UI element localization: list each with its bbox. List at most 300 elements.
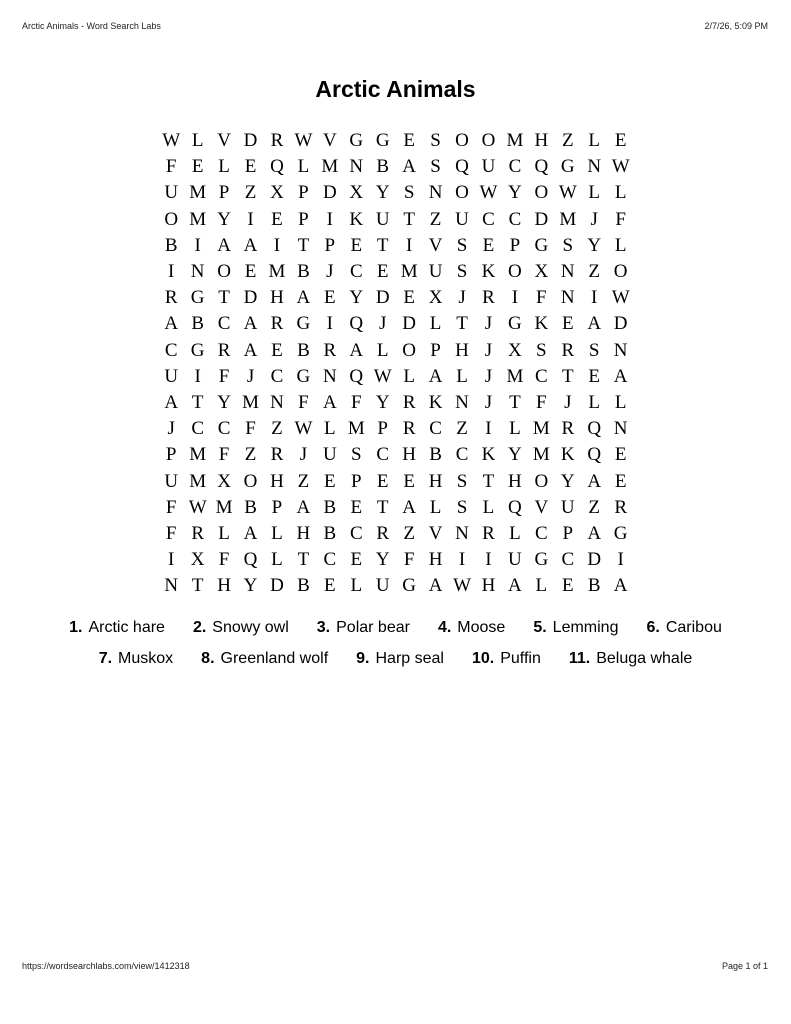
grid-letter: W	[611, 287, 630, 309]
grid-letter: A	[587, 470, 602, 492]
grid-letter: L	[588, 130, 601, 152]
grid-letter: A	[402, 496, 417, 518]
grid-letter: L	[535, 575, 548, 597]
grid-letter: O	[534, 470, 549, 492]
grid-letter: L	[456, 365, 468, 387]
grid-letter: L	[350, 575, 363, 597]
grid-letter: A	[322, 391, 337, 413]
grid-letter: Z	[561, 130, 574, 152]
grid-letter: A	[428, 365, 443, 387]
grid-letter: L	[191, 130, 204, 152]
grid-letter: Q	[508, 496, 522, 518]
word-number: 2.	[192, 619, 207, 636]
grid-letter: G	[402, 575, 417, 597]
grid-letter: Q	[534, 156, 549, 178]
word-list-item	[646, 619, 721, 637]
word-text: Muskox	[118, 650, 174, 667]
word-list-item	[356, 650, 444, 668]
grid-letter: I	[273, 234, 281, 256]
print-footer-url: https://wordsearchlabs.com/view/1412318	[22, 961, 190, 971]
grid-letter: B	[297, 339, 310, 361]
grid-letter: S	[456, 470, 468, 492]
grid-letter: N	[613, 418, 628, 440]
grid-letter: E	[376, 470, 389, 492]
grid-letter: X	[349, 182, 364, 204]
grid-letter: H	[428, 549, 443, 571]
grid-letter: J	[484, 391, 493, 413]
grid-row	[158, 285, 634, 311]
grid-letter: E	[614, 470, 627, 492]
grid-letter: C	[349, 261, 363, 283]
grid-letter: L	[482, 496, 495, 518]
grid-letter: Q	[243, 549, 258, 571]
grid-letter: P	[298, 208, 309, 230]
grid-letter: K	[481, 444, 496, 466]
word-text: Puffin	[500, 650, 541, 667]
grid-letter: O	[534, 182, 549, 204]
grid-letter: I	[194, 234, 201, 256]
grid-letter: P	[165, 444, 177, 466]
word-number: 5.	[533, 619, 547, 636]
grid-letter: Y	[349, 287, 364, 309]
grid-letter: U	[322, 444, 337, 466]
grid-letter: A	[402, 156, 417, 178]
grid-letter: O	[164, 208, 179, 230]
grid-letter: E	[191, 156, 204, 178]
grid-letter: Z	[244, 182, 257, 204]
grid-letter: W	[453, 575, 471, 597]
grid-letter: U	[164, 182, 179, 204]
grid-letter: J	[590, 208, 598, 230]
grid-letter: P	[430, 339, 441, 361]
grid-row	[158, 390, 634, 416]
grid-letter: M	[321, 156, 339, 178]
grid-letter: E	[324, 575, 336, 597]
grid-letter: C	[455, 444, 469, 466]
grid-letter: R	[614, 496, 627, 518]
grid-letter: N	[349, 156, 364, 178]
grid-letter: E	[403, 470, 415, 492]
grid-letter: B	[297, 575, 310, 597]
word-list-item	[193, 619, 289, 637]
grid-letter: M	[268, 261, 286, 283]
grid-letter: O	[508, 261, 522, 283]
grid-letter: K	[481, 261, 496, 283]
word-text: Snowy owl	[212, 619, 289, 636]
grid-letter: O	[481, 130, 496, 152]
grid-letter: D	[270, 575, 284, 597]
grid-letter: F	[536, 287, 547, 309]
grid-letter: G	[613, 522, 628, 544]
grid-letter: I	[326, 208, 333, 230]
grid-letter: S	[430, 156, 441, 178]
word-number: 8.	[201, 650, 215, 667]
grid-letter: L	[509, 418, 521, 440]
grid-letter: H	[428, 470, 443, 492]
grid-letter: R	[323, 339, 337, 361]
grid-letter: M	[559, 208, 577, 230]
grid-letter: B	[323, 522, 337, 544]
word-list-item	[317, 619, 410, 637]
grid-letter: G	[296, 365, 311, 387]
grid-letter: T	[376, 234, 389, 256]
grid-letter: N	[270, 391, 284, 413]
grid-letter: H	[217, 575, 231, 597]
grid-letter: J	[167, 418, 175, 440]
word-list-item	[201, 650, 328, 668]
word-text: Polar bear	[336, 619, 410, 636]
grid-letter: L	[614, 391, 627, 413]
grid-letter: N	[560, 287, 575, 309]
grid-letter: Z	[403, 522, 415, 544]
grid-letter: N	[455, 391, 469, 413]
grid-letter: I	[194, 365, 201, 387]
grid-letter: J	[458, 287, 466, 309]
grid-letter: G	[534, 549, 549, 571]
grid-letter: G	[296, 313, 311, 335]
grid-letter: H	[402, 444, 417, 466]
grid-letter: E	[561, 313, 574, 335]
grid-letter: F	[218, 549, 230, 571]
grid-letter: A	[349, 339, 364, 361]
grid-letter: I	[511, 287, 519, 309]
grid-letter: F	[165, 156, 177, 178]
grid-row	[158, 180, 634, 206]
word-text: Beluga whale	[596, 650, 693, 667]
grid-letter: N	[164, 575, 179, 597]
grid-letter: C	[376, 444, 390, 466]
grid-letter: C	[561, 549, 575, 571]
grid-letter: M	[189, 470, 207, 492]
grid-letter: J	[299, 444, 308, 466]
word-number: 1.	[69, 619, 83, 636]
grid-letter: X	[190, 549, 205, 571]
grid-letter: N	[587, 156, 602, 178]
grid-letter: R	[217, 339, 231, 361]
grid-letter: C	[323, 549, 337, 571]
grid-letter: V	[217, 130, 231, 152]
grid-letter: A	[243, 522, 258, 544]
word-text: Greenland wolf	[220, 650, 329, 667]
word-number: 4.	[437, 619, 452, 636]
grid-row	[158, 521, 634, 547]
grid-letter: Q	[270, 156, 284, 178]
grid-row	[158, 128, 634, 154]
grid-letter: Y	[375, 549, 390, 571]
grid-letter: S	[456, 496, 468, 518]
grid-letter: N	[190, 261, 205, 283]
grid-letter: W	[188, 496, 207, 518]
grid-letter: A	[613, 365, 628, 387]
grid-letter: P	[377, 418, 388, 440]
grid-letter: M	[506, 365, 524, 387]
grid-letter: L	[271, 522, 283, 544]
grid-letter: J	[484, 339, 493, 361]
grid-letter: X	[508, 339, 522, 361]
grid-letter: O	[402, 339, 417, 361]
grid-letter: T	[482, 470, 495, 492]
grid-letter: A	[243, 234, 258, 256]
grid-letter: F	[298, 391, 309, 413]
grid-letter: A	[508, 575, 522, 597]
grid-letter: L	[271, 549, 283, 571]
grid-letter: V	[322, 130, 337, 152]
grid-letter: G	[534, 234, 549, 256]
grid-letter: M	[532, 444, 550, 466]
grid-letter: W	[373, 365, 392, 387]
grid-letter: J	[564, 391, 572, 413]
grid-row	[158, 547, 634, 573]
grid-letter: N	[455, 522, 469, 544]
grid-letter: L	[218, 522, 230, 544]
grid-letter: C	[191, 418, 204, 440]
word-text: Arctic hare	[88, 619, 165, 636]
grid-letter: Y	[217, 208, 231, 230]
grid-letter: O	[613, 261, 628, 283]
grid-letter: R	[164, 287, 178, 309]
word-list-item	[99, 650, 173, 668]
grid-letter: J	[484, 313, 493, 335]
grid-letter: Q	[349, 365, 364, 387]
word-number: 11.	[568, 650, 591, 667]
grid-letter: T	[297, 549, 310, 571]
grid-letter: S	[430, 130, 441, 152]
grid-letter: C	[429, 418, 442, 440]
grid-letter: Y	[375, 182, 390, 204]
grid-row	[158, 364, 634, 390]
grid-letter: M	[215, 496, 233, 518]
word-text: Caribou	[665, 619, 722, 636]
grid-letter: H	[534, 130, 549, 152]
grid-letter: A	[164, 391, 179, 413]
grid-letter: E	[350, 234, 363, 256]
grid-letter: L	[588, 391, 601, 413]
grid-letter: W	[162, 130, 181, 152]
grid-letter: M	[189, 182, 207, 204]
grid-letter: A	[428, 575, 443, 597]
grid-letter: F	[218, 365, 230, 387]
grid-letter: F	[165, 522, 177, 544]
grid-letter: B	[323, 496, 337, 518]
grid-letter: U	[508, 549, 522, 571]
grid-letter: S	[350, 444, 362, 466]
grid-letter: E	[244, 156, 257, 178]
grid-letter: I	[168, 549, 175, 571]
grid-letter: M	[189, 208, 207, 230]
letter-grid	[158, 128, 634, 599]
grid-letter: P	[298, 182, 309, 204]
grid-row	[158, 311, 634, 337]
grid-letter: M	[532, 418, 550, 440]
print-header-page-title: Arctic Animals - Word Search Labs	[22, 21, 161, 31]
grid-letter: U	[560, 496, 575, 518]
grid-letter: R	[561, 418, 575, 440]
grid-letter: V	[428, 234, 443, 256]
grid-letter: R	[376, 522, 390, 544]
grid-letter: U	[455, 208, 469, 230]
grid-letter: C	[482, 208, 495, 230]
grid-row	[158, 495, 634, 521]
grid-letter: L	[429, 496, 442, 518]
grid-letter: K	[534, 313, 549, 335]
grid-letter: L	[297, 156, 310, 178]
grid-letter: U	[375, 575, 390, 597]
grid-letter: E	[271, 208, 283, 230]
grid-letter: R	[561, 339, 575, 361]
grid-letter: Z	[588, 261, 601, 283]
grid-letter: I	[591, 287, 598, 309]
grid-letter: R	[270, 313, 284, 335]
grid-letter: Q	[587, 444, 602, 466]
grid-letter: E	[614, 130, 627, 152]
grid-letter: X	[270, 182, 284, 204]
grid-letter: F	[245, 418, 256, 440]
grid-letter: G	[190, 339, 205, 361]
grid-letter: L	[614, 182, 627, 204]
grid-letter: Q	[587, 418, 602, 440]
puzzle-title: Arctic Animals	[315, 76, 476, 102]
grid-letter: T	[191, 575, 204, 597]
word-list	[0, 619, 791, 668]
word-text: Harp seal	[375, 650, 444, 667]
grid-letter: U	[164, 365, 179, 387]
grid-letter: S	[456, 261, 468, 283]
grid-letter: U	[375, 208, 390, 230]
grid-letter: T	[191, 391, 204, 413]
grid-letter: S	[588, 339, 600, 361]
grid-letter: Y	[587, 234, 602, 256]
word-list-item	[533, 619, 618, 637]
grid-letter: F	[403, 549, 415, 571]
grid-letter: D	[322, 182, 337, 204]
grid-letter: Y	[508, 444, 522, 466]
grid-letter: S	[562, 234, 574, 256]
grid-letter: E	[324, 287, 336, 309]
grid-letter: E	[482, 234, 495, 256]
grid-letter: U	[428, 261, 443, 283]
grid-letter: A	[296, 496, 311, 518]
grid-letter: N	[560, 261, 575, 283]
grid-letter: S	[403, 182, 415, 204]
grid-letter: A	[217, 234, 231, 256]
grid-letter: S	[536, 339, 547, 361]
grid-row	[158, 233, 634, 259]
grid-letter: L	[376, 339, 389, 361]
grid-letter: M	[347, 418, 365, 440]
grid-letter: A	[613, 575, 628, 597]
grid-letter: T	[376, 496, 389, 518]
grid-letter: I	[485, 418, 492, 440]
grid-letter: I	[168, 261, 175, 283]
grid-letter: G	[508, 313, 522, 335]
grid-letter: D	[613, 313, 628, 335]
grid-letter: B	[429, 444, 442, 466]
grid-letter: C	[164, 339, 178, 361]
grid-letter: C	[508, 208, 522, 230]
grid-letter: L	[218, 156, 230, 178]
grid-letter: Y	[243, 575, 258, 597]
grid-letter: I	[247, 208, 254, 230]
grid-letter: K	[349, 208, 364, 230]
grid-letter: W	[558, 182, 577, 204]
grid-letter: K	[428, 391, 443, 413]
grid-letter: C	[535, 365, 548, 387]
grid-letter: O	[455, 182, 469, 204]
grid-letter: F	[165, 496, 177, 518]
grid-letter: F	[350, 391, 362, 413]
grid-letter: H	[508, 470, 522, 492]
grid-row	[158, 207, 634, 233]
grid-letter: T	[403, 208, 415, 230]
grid-letter: F	[615, 208, 626, 230]
grid-letter: J	[326, 261, 334, 283]
grid-letter: A	[296, 287, 311, 309]
grid-letter: I	[617, 549, 624, 571]
grid-letter: H	[481, 575, 496, 597]
word-list-item	[569, 650, 692, 668]
grid-letter: I	[485, 549, 492, 571]
grid-letter: W	[611, 156, 630, 178]
grid-letter: R	[191, 522, 204, 544]
grid-letter: W	[294, 130, 313, 152]
grid-letter: J	[246, 365, 255, 387]
grid-letter: O	[455, 130, 469, 152]
grid-letter: Q	[349, 313, 364, 335]
grid-letter: P	[509, 234, 521, 256]
word-list-item	[472, 650, 541, 668]
grid-letter: E	[614, 444, 627, 466]
print-footer-page-number: Page 1 of 1	[721, 961, 768, 971]
grid-letter: G	[375, 130, 390, 152]
grid-letter: R	[270, 130, 284, 152]
grid-letter: F	[536, 391, 547, 413]
grid-letter: L	[509, 522, 521, 544]
word-number: 10.	[471, 650, 495, 667]
grid-letter: X	[534, 261, 549, 283]
grid-letter: A	[587, 522, 602, 544]
grid-letter: M	[189, 444, 207, 466]
grid-letter: L	[614, 234, 627, 256]
grid-letter: L	[324, 418, 336, 440]
grid-letter: H	[296, 522, 311, 544]
grid-letter: E	[271, 339, 283, 361]
grid-letter: T	[509, 391, 521, 413]
grid-letter: R	[482, 522, 495, 544]
grid-letter: E	[561, 575, 574, 597]
grid-letter: E	[403, 130, 415, 152]
grid-letter: B	[244, 496, 257, 518]
grid-letter: C	[535, 522, 548, 544]
grid-letter: A	[587, 313, 602, 335]
grid-letter: T	[297, 234, 310, 256]
word-number: 6.	[646, 619, 660, 636]
grid-letter: M	[242, 391, 259, 413]
grid-letter: C	[508, 156, 522, 178]
grid-letter: E	[403, 287, 415, 309]
grid-letter: P	[218, 182, 230, 204]
grid-letter: A	[243, 313, 258, 335]
grid-letter: P	[271, 496, 283, 518]
grid-row	[158, 573, 634, 599]
grid-letter: A	[243, 339, 258, 361]
grid-letter: D	[375, 287, 390, 309]
grid-letter: G	[190, 287, 205, 309]
grid-letter: B	[191, 313, 204, 335]
word-list-item	[438, 619, 505, 637]
grid-letter: P	[324, 234, 336, 256]
grid-row	[158, 338, 634, 364]
grid-letter: K	[560, 444, 575, 466]
